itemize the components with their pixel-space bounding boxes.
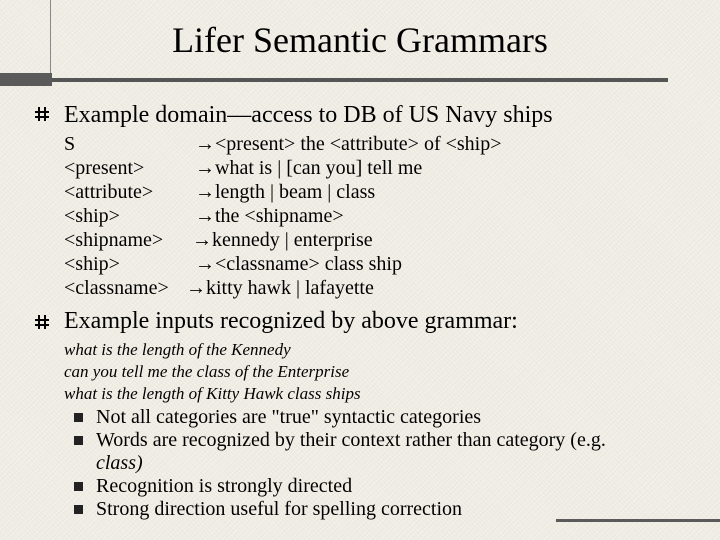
sub-bullet-text: Not all categories are "true" syntactic categories <box>96 406 482 428</box>
rule-rhs: length | beam | class <box>215 181 376 203</box>
sub-bullets <box>74 406 606 521</box>
rule-lhs: <attribute> <box>64 181 154 203</box>
right-arrow-icon: → <box>195 157 215 179</box>
right-arrow-icon: → <box>195 205 215 227</box>
square-bullet-icon <box>74 482 83 491</box>
rule-rhs: <classname> class ship <box>215 253 402 275</box>
rule-lhs: <classname> <box>64 277 169 299</box>
bullet-heading-domain: Example domain—access to DB of US Navy ships <box>64 102 553 128</box>
right-arrow-icon: → <box>195 253 215 275</box>
sub-bullet <box>74 406 606 429</box>
rule-rhs: kennedy | enterprise <box>212 229 373 251</box>
title-underline <box>52 78 668 82</box>
sub-bullet <box>74 475 606 498</box>
example-input: what is the length of the Kennedy <box>64 340 291 359</box>
title-underline-block <box>0 73 52 86</box>
example-input: what is the length of Kitty Hawk class ships <box>64 384 361 403</box>
rule-rhs: what is | [can you] tell me <box>215 157 423 179</box>
right-arrow-icon: → <box>195 181 215 203</box>
rule-lhs: S <box>64 133 76 155</box>
right-arrow-icon: → <box>195 133 215 155</box>
slide-title: Lifer Semantic Grammars <box>172 20 548 60</box>
sub-bullet <box>74 429 606 475</box>
rule-rhs: kitty hawk | lafayette <box>206 277 374 299</box>
sub-bullet-text: Words are recognized by their context rather than category (e.g. <box>96 429 606 451</box>
rule-lhs: <shipname> <box>64 229 164 251</box>
right-arrow-icon: → <box>192 229 212 251</box>
example-input: can you tell me the class of the Enterprise <box>64 362 350 381</box>
square-bullet-icon <box>74 413 83 422</box>
sub-bullet-text: Recognition is strongly directed <box>96 475 353 497</box>
hash-bullet-icon <box>34 314 50 330</box>
footer-line <box>556 519 720 522</box>
square-bullet-icon <box>74 505 83 514</box>
bullet-heading-examples: Example inputs recognized by above grammar: <box>64 308 518 334</box>
right-arrow-icon: → <box>186 277 206 299</box>
hash-bullet-icon <box>34 106 50 122</box>
rule-lhs: <ship> <box>64 253 120 275</box>
rule-lhs: <ship> <box>64 205 120 227</box>
sub-bullet-continuation: class) <box>96 452 143 474</box>
rule-rhs: the <shipname> <box>215 205 344 227</box>
sub-bullet-text: Strong direction useful for spelling correction <box>96 498 463 520</box>
example-inputs <box>64 339 361 405</box>
rule-lhs: <present> <box>64 157 145 179</box>
rule-rhs: <present> the <attribute> of <ship> <box>215 133 502 155</box>
square-bullet-icon <box>74 436 83 445</box>
sub-bullet <box>74 498 606 521</box>
